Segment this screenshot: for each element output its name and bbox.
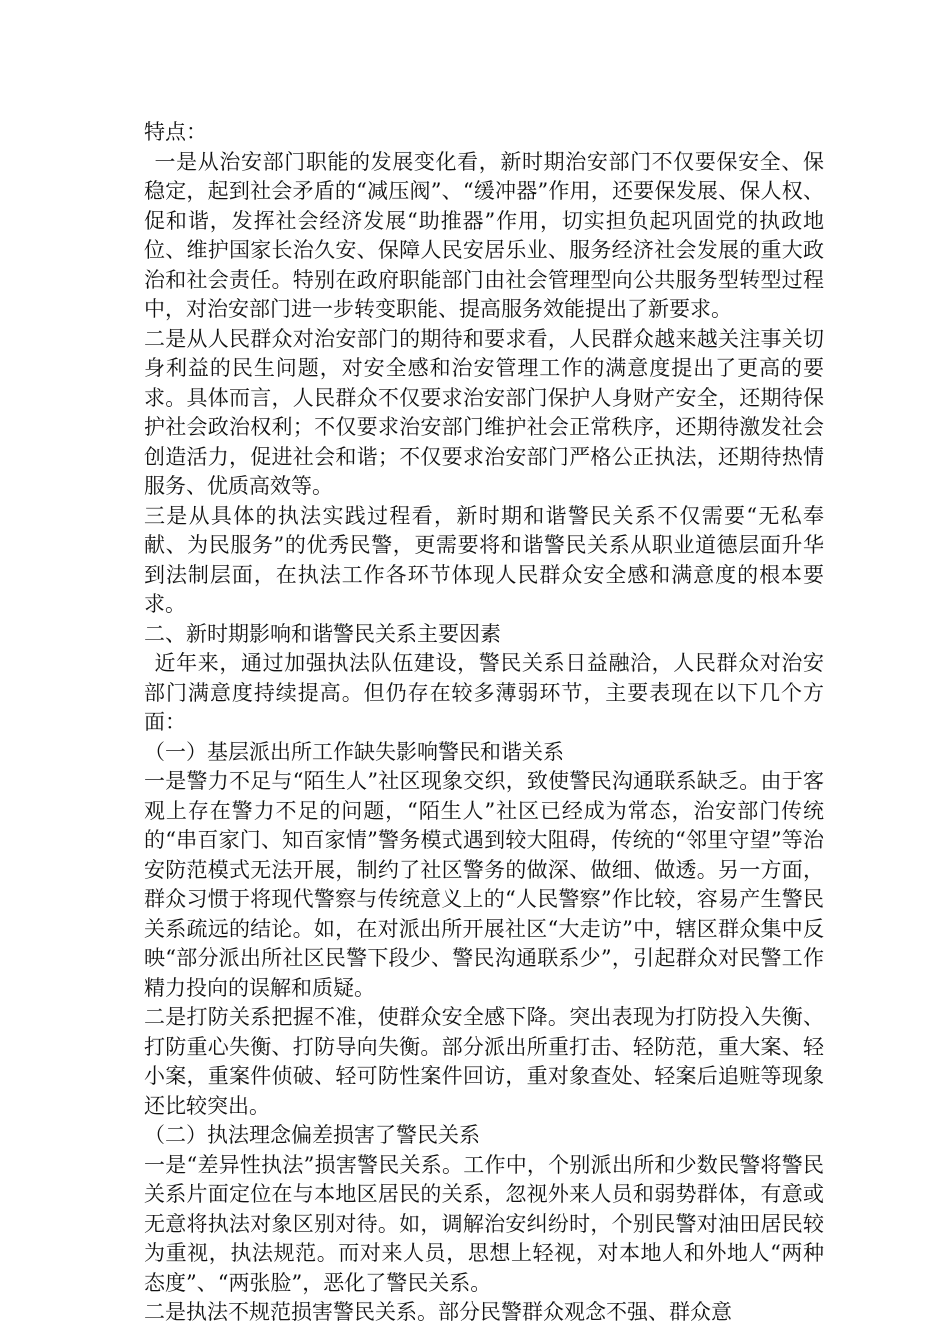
- document-body: [144, 118, 824, 1328]
- paragraph-police-shortage: 一是警力不足与“陌生人”社区现象交织，致使警民沟通联系缺乏。由于客观上存在警力不足的问题，“陌生人”社区已经成为常态，治安部门传统的“串百家门、知百家情”警务模式遇到较大阻碍，传统的“邻里守望”等治安防范模式无法开展，制约了社区警务的做深、做细、做透。另一方面，群众习惯于将现代警察与传统意义上的“人民警察”作比较，容易产生警民关系疏远的结论。如，在对派出所开展社区“大走访”中，辖区群众集中反映“部分派出所社区民警下段少、警民沟通联系少”，引起群众对民警工作精力投向的误解和质疑。: [144, 769, 824, 1000]
- subsection-heading-one: （一）基层派出所工作缺失影响警民和谐关系: [144, 739, 564, 764]
- paragraph-heading-features: 特点：: [144, 120, 207, 144]
- paragraph-point-three: 三是从具体的执法实践过程看，新时期和谐警民关系不仅需要“无私奉献、为民服务”的优秀民警，更需要将和谐警民关系从职业道德层面升华到法制层面，在执法工作各环节体现人民群众安全感和满意度的根本要求。: [144, 503, 824, 616]
- paragraph-irregular-enforcement: 二是执法不规范损害警民关系。部分民警群众观念不强、群众意: [144, 1300, 732, 1324]
- paragraph-strike-prevention: 二是打防关系把握不准，使群众安全感下降。突出表现为打防投入失衡、打防重心失衡、打防导向失衡。部分派出所重打击、轻防范，重大案、轻小案，重案件侦破、轻可防性案件回访，重对象查处、轻案后追赃等现象还比较突出。: [144, 1005, 824, 1118]
- section-heading-factors: 二、新时期影响和谐警民关系主要因素: [144, 621, 501, 646]
- paragraph-point-two: 二是从人民群众对治安部门的期待和要求看，人民群众越来越关注事关切身利益的民生问题，对安全感和治安管理工作的满意度提出了更高的要求。具体而言，人民群众不仅要求治安部门保护人身财产安全，还期待保护社会政治权利；不仅要求治安部门维护社会正常秩序，还期待激发社会创造活力，促进社会和谐；不仅要求治安部门严格公正执法，还期待热情服务、优质高效等。: [144, 326, 824, 498]
- subsection-heading-two: （二）执法理念偏差损害了警民关系: [144, 1123, 480, 1147]
- paragraph-intro-factors: 近年来，通过加强执法队伍建设，警民关系日益融洽，人民群众对治安部门满意度持续提高。但仍存在较多薄弱环节，主要表现在以下几个方面：: [144, 651, 824, 734]
- paragraph-differential-enforcement: 一是“差异性执法”损害警民关系。工作中，个别派出所和少数民警将警民关系片面定位在与本地区居民的关系，忽视外来人员和弱势群体，有意或无意将执法对象区别对待。如，调解治安纠纷时，个别民警对油田居民较为重视，执法规范。而对来人员，思想上轻视，对本地人和外地人“两种态度”、“两张脸”，恶化了警民关系。: [144, 1152, 824, 1295]
- paragraph-point-one: 一是从治安部门职能的发展变化看，新时期治安部门不仅要保安全、保稳定，起到社会矛盾的“减压阀”、“缓冲器”作用，还要保发展、保人权、促和谐，发挥社会经济发展“助推器”作用，切实担负起巩固党的执政地位、维护国家长治久安、保障人民安居乐业、服务经济社会发展的重大政治和社会责任。特别在政府职能部门由社会管理型向公共服务型转型过程中，对治安部门进一步转变职能、提高服务效能提出了新要求。: [144, 149, 824, 321]
